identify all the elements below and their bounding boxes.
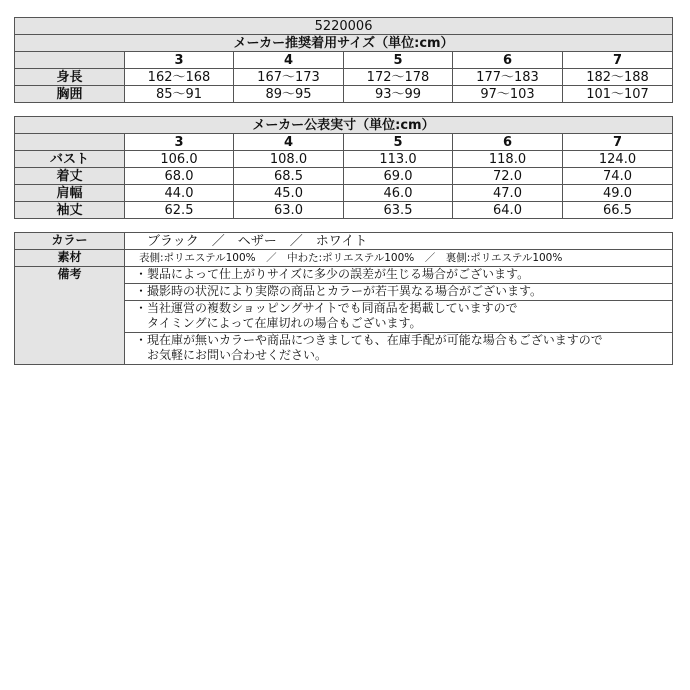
- size-label: 4: [234, 134, 344, 151]
- material-label: 素材: [15, 250, 125, 267]
- table-row: [15, 69, 673, 86]
- product-code: 5220006: [15, 18, 673, 35]
- note-item: [125, 301, 673, 333]
- table-row: [15, 151, 673, 168]
- table-row: [15, 185, 673, 202]
- table-row: [15, 86, 673, 103]
- table-cell: 167～173: [234, 69, 344, 86]
- table-cell: 108.0: [234, 151, 344, 168]
- size-label: 5: [344, 134, 453, 151]
- product-detail-table: [14, 232, 673, 365]
- table-cell: 66.5: [563, 202, 673, 219]
- table-cell: 85～91: [125, 86, 234, 103]
- actual-measurement-table: [14, 116, 673, 219]
- table-cell: 177～183: [453, 69, 563, 86]
- table-cell: 68.5: [234, 168, 344, 185]
- note-item: [125, 333, 673, 365]
- table-cell: 93～99: [344, 86, 453, 103]
- corner-cell: [15, 134, 125, 151]
- table-row: [15, 202, 673, 219]
- size-label: 6: [453, 134, 563, 151]
- note-line: ・現在庫が無いカラーや商品につきましても、在庫手配が可能な場合もございますので: [135, 333, 603, 347]
- table-cell: 69.0: [344, 168, 453, 185]
- note-line: ・当社運営の複数ショッピングサイトでも同商品を掲載していますので: [135, 301, 518, 315]
- table-cell: 64.0: [453, 202, 563, 219]
- table-cell: 172～178: [344, 69, 453, 86]
- table-cell: 46.0: [344, 185, 453, 202]
- size-label: 6: [453, 52, 563, 69]
- table-row: [15, 168, 673, 185]
- color-value: ブラック ／ ヘザー ／ ホワイト: [125, 233, 673, 250]
- size-label: 4: [234, 52, 344, 69]
- size-header-row: [15, 52, 673, 69]
- table-cell: 68.0: [125, 168, 234, 185]
- size-label: 3: [125, 134, 234, 151]
- table-cell: 72.0: [453, 168, 563, 185]
- table-cell: 74.0: [563, 168, 673, 185]
- recommended-size-table: [14, 17, 673, 103]
- row-label: 着丈: [15, 168, 125, 185]
- table-cell: 113.0: [344, 151, 453, 168]
- note-line: タイミングによって在庫切れの場合もございます。: [147, 316, 422, 330]
- recommended-size-title: メーカー推奨着用サイズ（単位:cm）: [15, 35, 673, 52]
- table-cell: 182～188: [563, 69, 673, 86]
- actual-measurement-title: メーカー公表実寸（単位:cm）: [15, 117, 673, 134]
- table-cell: 45.0: [234, 185, 344, 202]
- size-label: 7: [563, 52, 673, 69]
- note-line: お気軽にお問い合わせください。: [147, 348, 328, 362]
- table-cell: 44.0: [125, 185, 234, 202]
- table-cell: 62.5: [125, 202, 234, 219]
- color-row: [15, 233, 673, 250]
- table-cell: 124.0: [563, 151, 673, 168]
- note-item: ・撮影時の状況により実際の商品とカラーが若干異なる場合がございます。: [125, 284, 673, 301]
- table-cell: 63.5: [344, 202, 453, 219]
- notes-label: 備考: [15, 267, 125, 365]
- size-header-row: [15, 134, 673, 151]
- size-label: 5: [344, 52, 453, 69]
- row-label: 身長: [15, 69, 125, 86]
- table-cell: 47.0: [453, 185, 563, 202]
- row-label: バスト: [15, 151, 125, 168]
- row-label: 袖丈: [15, 202, 125, 219]
- size-label: 7: [563, 134, 673, 151]
- table-cell: 106.0: [125, 151, 234, 168]
- table-cell: 49.0: [563, 185, 673, 202]
- table-cell: 118.0: [453, 151, 563, 168]
- table-cell: 89～95: [234, 86, 344, 103]
- corner-cell: [15, 52, 125, 69]
- material-value: 表側:ポリエステル100% ／ 中わた:ポリエステル100% ／ 裏側:ポリエステル100%: [125, 250, 673, 267]
- table-cell: 162～168: [125, 69, 234, 86]
- table-cell: 97～103: [453, 86, 563, 103]
- notes-row: [15, 267, 673, 284]
- table-cell: 101～107: [563, 86, 673, 103]
- color-label: カラー: [15, 233, 125, 250]
- size-label: 3: [125, 52, 234, 69]
- row-label: 胸囲: [15, 86, 125, 103]
- note-item: ・製品によって仕上がりサイズに多少の誤差が生じる場合がございます。: [125, 267, 673, 284]
- material-row: [15, 250, 673, 267]
- row-label: 肩幅: [15, 185, 125, 202]
- table-cell: 63.0: [234, 202, 344, 219]
